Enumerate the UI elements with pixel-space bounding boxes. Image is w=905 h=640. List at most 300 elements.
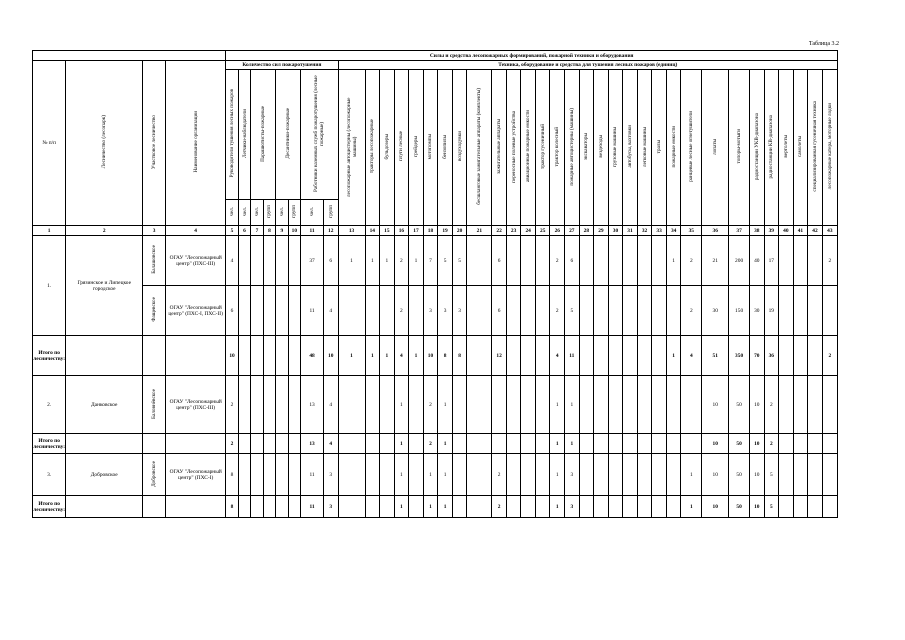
value-cell — [793, 496, 808, 518]
head-force-2-text: Летчики-наблюдатели — [241, 109, 248, 158]
col-number: 4 — [166, 226, 226, 236]
head-equip-14 — [365, 70, 380, 226]
head-equip-16-text: плуги лесные — [398, 131, 405, 162]
value-cell: 1 — [380, 236, 395, 286]
value-cell: 50 — [729, 434, 750, 454]
value-cell: 3 — [452, 286, 467, 336]
head-equip-19-text: бензопилы — [442, 134, 449, 159]
head-equip-39-text: радиостанции КВ-диапазона — [768, 114, 775, 179]
value-cell — [637, 434, 652, 454]
value-cell — [652, 376, 667, 434]
col-number: 24 — [521, 226, 536, 236]
value-cell — [467, 286, 492, 336]
value-cell: 2 — [764, 376, 779, 434]
subtotal-row — [33, 434, 838, 454]
value-cell — [521, 496, 536, 518]
head-main-2 — [66, 61, 143, 226]
value-cell: 3 — [423, 286, 438, 336]
value-cell — [263, 496, 275, 518]
value-cell: 7 — [423, 236, 438, 286]
head-equip-41-text: самолеты — [797, 135, 804, 158]
district-forestry-text: Балашовское — [151, 245, 158, 274]
value-cell — [779, 496, 794, 518]
value-cell: 13 — [301, 434, 324, 454]
head-equip-42-text: специализированная гусеничная техника — [811, 101, 818, 192]
value-cell — [666, 434, 681, 454]
value-cell — [263, 454, 275, 496]
value-cell — [535, 336, 550, 376]
col-number: 6 — [238, 226, 250, 236]
head-equip-24 — [521, 70, 536, 226]
value-cell — [808, 434, 823, 454]
value-cell — [467, 496, 492, 518]
col-number: 10 — [288, 226, 300, 236]
value-cell — [365, 496, 380, 518]
value-cell — [238, 454, 250, 496]
col-number: 42 — [808, 226, 823, 236]
value-cell: 1 — [666, 236, 681, 286]
value-cell — [492, 434, 507, 454]
value-cell — [288, 454, 300, 496]
value-cell — [521, 236, 536, 286]
empty-cell — [66, 336, 143, 376]
value-cell: 8 — [452, 336, 467, 376]
value-cell: 1 — [550, 454, 565, 496]
value-cell — [365, 434, 380, 454]
value-cell: 1 — [394, 434, 409, 454]
col-number: 28 — [579, 226, 594, 236]
value-cell — [608, 496, 623, 518]
value-cell — [276, 496, 288, 518]
value-cell — [365, 454, 380, 496]
value-cell — [338, 286, 365, 336]
value-cell — [579, 336, 594, 376]
value-cell: 2 — [492, 496, 507, 518]
value-cell: 3 — [438, 286, 453, 336]
head-equip-29-text: вездеходы — [597, 135, 604, 158]
head-force-4-text: Десантники-пожарные — [285, 108, 292, 159]
value-cell: 1 — [438, 496, 453, 518]
value-cell — [793, 286, 808, 336]
head-equip-25-text: трактор гусеничный — [539, 124, 546, 169]
value-cell: 2 — [423, 376, 438, 434]
head-equip-13-text: лесопожарные автоцистерны (лесопожарные машины) — [345, 96, 358, 197]
value-cell — [808, 454, 823, 496]
head-equip-33 — [652, 70, 667, 226]
value-cell — [681, 434, 702, 454]
value-cell: 11 — [301, 286, 324, 336]
unit-label — [251, 200, 263, 226]
head-equip-38 — [749, 70, 764, 226]
empty-cell — [66, 496, 143, 518]
col-number: 35 — [681, 226, 702, 236]
value-cell — [579, 454, 594, 496]
value-cell — [623, 434, 638, 454]
table-row — [33, 376, 838, 434]
value-cell — [492, 376, 507, 434]
value-cell: 1 — [365, 336, 380, 376]
value-cell: 1 — [550, 376, 565, 434]
value-cell — [608, 376, 623, 434]
head-force-4 — [276, 70, 301, 200]
value-cell: 11 — [301, 454, 324, 496]
value-cell — [288, 236, 300, 286]
value-cell — [594, 496, 609, 518]
value-cell — [623, 496, 638, 518]
value-cell — [452, 434, 467, 454]
value-cell — [637, 454, 652, 496]
head-equip-23 — [506, 70, 521, 226]
corner-cell — [33, 51, 226, 61]
value-cell — [666, 286, 681, 336]
group-forces: Количество сил пожаротушения — [226, 61, 338, 70]
table-row — [33, 454, 838, 496]
value-cell — [452, 376, 467, 434]
value-cell — [251, 336, 263, 376]
value-cell — [467, 336, 492, 376]
value-cell: 10 — [749, 434, 764, 454]
value-cell — [238, 236, 250, 286]
value-cell: 2 — [822, 336, 837, 376]
value-cell — [652, 454, 667, 496]
value-cell: 1 — [438, 376, 453, 434]
value-cell: 4 — [394, 336, 409, 376]
unit-label — [301, 200, 324, 226]
head-equip-40 — [779, 70, 794, 226]
value-cell — [779, 454, 794, 496]
head-equip-41 — [793, 70, 808, 226]
head-equip-32-text: легковые машины — [641, 126, 648, 167]
col-number: 34 — [666, 226, 681, 236]
value-cell — [594, 434, 609, 454]
value-cell: 2 — [550, 236, 565, 286]
value-cell: 5 — [764, 496, 779, 518]
unit-label — [226, 200, 238, 226]
head-equip-22 — [492, 70, 507, 226]
unit-label — [276, 200, 288, 226]
value-cell: 1 — [409, 336, 424, 376]
forestry-name: Данковское — [66, 376, 143, 434]
head-equip-31-text: автобусы, вахтовки — [626, 125, 633, 168]
value-cell — [608, 336, 623, 376]
value-cell — [608, 454, 623, 496]
head-force-1-text: Руководители тушения лесных пожаров — [229, 89, 236, 178]
head-equip-22-text: зажигательные аппараты — [496, 119, 503, 174]
value-cell: 10 — [702, 454, 729, 496]
district-forestry — [143, 236, 166, 286]
value-cell: 10 — [702, 496, 729, 518]
organization-name: ОГАУ "Лесопожарный центр" (ПХС-I) — [166, 454, 226, 496]
value-cell — [380, 376, 395, 434]
unit-label-text: чел. — [241, 207, 248, 216]
value-cell: 4 — [323, 434, 338, 454]
head-equip-15-text: бульдозеры — [383, 133, 390, 160]
value-cell — [652, 236, 667, 286]
value-cell — [535, 376, 550, 434]
value-cell — [263, 434, 275, 454]
value-cell — [579, 496, 594, 518]
value-cell — [467, 376, 492, 434]
value-cell — [808, 336, 823, 376]
value-cell — [338, 434, 365, 454]
value-cell — [594, 286, 609, 336]
value-cell: 1 — [681, 496, 702, 518]
head-equip-25 — [535, 70, 550, 226]
value-cell — [238, 434, 250, 454]
head-equip-18 — [423, 70, 438, 226]
head-main-2-text: Лесничество (лесопарк) — [101, 115, 108, 169]
value-cell: 150 — [729, 286, 750, 336]
value-cell — [623, 286, 638, 336]
col-number: 12 — [323, 226, 338, 236]
col-number: 9 — [276, 226, 288, 236]
head-equip-28-text: экскаваторы — [583, 132, 590, 161]
value-cell: 11 — [301, 496, 324, 518]
value-cell — [793, 236, 808, 286]
value-cell — [338, 376, 365, 434]
value-cell — [779, 286, 794, 336]
col-number: 15 — [380, 226, 395, 236]
head-force-2 — [238, 70, 250, 200]
value-cell — [452, 496, 467, 518]
head-equip-15 — [380, 70, 395, 226]
value-cell: 1 — [565, 434, 580, 454]
value-cell — [506, 434, 521, 454]
col-number: 23 — [506, 226, 521, 236]
value-cell: 1 — [394, 376, 409, 434]
col-number: 11 — [301, 226, 324, 236]
value-cell — [409, 286, 424, 336]
value-cell: 5 — [764, 454, 779, 496]
value-cell — [579, 286, 594, 336]
value-cell — [467, 434, 492, 454]
empty-cell — [143, 336, 166, 376]
value-cell: 3 — [565, 454, 580, 496]
head-equip-24-text: авиационные пожарные емкости — [525, 110, 532, 183]
value-cell — [535, 236, 550, 286]
row-number: 1. — [33, 236, 66, 336]
value-cell — [288, 336, 300, 376]
value-cell — [276, 434, 288, 454]
value-cell — [467, 454, 492, 496]
value-cell — [409, 376, 424, 434]
value-cell — [623, 336, 638, 376]
value-cell — [521, 336, 536, 376]
value-cell: 5 — [452, 236, 467, 286]
value-cell — [521, 376, 536, 434]
subtotal-row — [33, 496, 838, 518]
value-cell — [263, 236, 275, 286]
value-cell — [409, 454, 424, 496]
value-cell — [681, 376, 702, 434]
value-cell — [623, 376, 638, 434]
value-cell: 10 — [702, 434, 729, 454]
value-cell — [594, 336, 609, 376]
value-cell — [779, 376, 794, 434]
head-equip-34 — [666, 70, 681, 226]
value-cell: 1 — [338, 336, 365, 376]
value-cell: 1 — [438, 434, 453, 454]
value-cell: 50 — [729, 496, 750, 518]
empty-cell — [166, 336, 226, 376]
col-number: 38 — [749, 226, 764, 236]
empty-cell — [166, 496, 226, 518]
value-cell: 8 — [226, 496, 238, 518]
value-cell: 1 — [394, 454, 409, 496]
col-number: 33 — [652, 226, 667, 236]
unit-label-text: чел. — [309, 207, 316, 216]
forestry-name: Добровское — [66, 454, 143, 496]
value-cell — [506, 496, 521, 518]
value-cell — [808, 286, 823, 336]
head-equip-30 — [608, 70, 623, 226]
row-number: 3. — [33, 454, 66, 496]
head-equip-17 — [409, 70, 424, 226]
value-cell: 3 — [323, 496, 338, 518]
col-number: 43 — [822, 226, 837, 236]
value-cell: 10 — [226, 336, 238, 376]
forces-equipment-table — [32, 50, 838, 518]
organization-name: ОГАУ "Лесопожарный центр" (ПХС-I, ПХС-II) — [166, 286, 226, 336]
value-cell: 1 — [438, 454, 453, 496]
col-number: 16 — [394, 226, 409, 236]
head-force-3-text: Парашютисты-пожарные — [260, 105, 267, 162]
value-cell — [637, 336, 652, 376]
head-force-1 — [226, 70, 238, 200]
value-cell — [608, 236, 623, 286]
value-cell: 19 — [764, 286, 779, 336]
head-equip-35 — [681, 70, 702, 226]
value-cell — [338, 496, 365, 518]
col-number: 41 — [793, 226, 808, 236]
value-cell: 2 — [681, 236, 702, 286]
value-cell — [623, 454, 638, 496]
value-cell: 1 — [550, 434, 565, 454]
empty-cell — [143, 434, 166, 454]
value-cell — [822, 286, 837, 336]
head-equip-26-text: трактор колесный — [554, 126, 561, 167]
value-cell — [380, 454, 395, 496]
group-equipment: Техника, оборудование и средства для тушения лесных пожаров (единиц) — [338, 61, 837, 70]
value-cell — [666, 454, 681, 496]
table-caption: Таблица 3.2 — [808, 41, 839, 47]
head-main-1 — [33, 61, 66, 226]
value-cell — [637, 236, 652, 286]
empty-cell — [166, 434, 226, 454]
value-cell — [238, 336, 250, 376]
value-cell: 1 — [423, 454, 438, 496]
value-cell — [535, 454, 550, 496]
head-equip-39 — [764, 70, 779, 226]
value-cell — [637, 496, 652, 518]
value-cell: 4 — [550, 336, 565, 376]
value-cell — [793, 376, 808, 434]
unit-label-text: чел. — [229, 207, 236, 216]
value-cell: 30 — [749, 286, 764, 336]
district-forestry — [143, 454, 166, 496]
head-equip-38-text: радиостанции УКВ-диапазона — [753, 112, 760, 181]
value-cell — [637, 286, 652, 336]
head-equip-26 — [550, 70, 565, 226]
value-cell — [652, 286, 667, 336]
value-cell — [779, 336, 794, 376]
value-cell: 4 — [226, 236, 238, 286]
value-cell: 50 — [729, 376, 750, 434]
value-cell — [276, 376, 288, 434]
col-number: 27 — [565, 226, 580, 236]
value-cell: 1 — [550, 496, 565, 518]
unit-label — [323, 200, 338, 226]
value-cell — [365, 376, 380, 434]
row-number: 2. — [33, 376, 66, 434]
col-number: 8 — [263, 226, 275, 236]
value-cell — [276, 454, 288, 496]
head-equip-36 — [702, 70, 729, 226]
value-cell — [467, 236, 492, 286]
col-number: 29 — [594, 226, 609, 236]
unit-label-text: групп — [291, 205, 298, 218]
head-equip-36-text: лопаты — [712, 138, 719, 155]
table-row — [33, 236, 838, 286]
head-equip-37 — [729, 70, 750, 226]
head-force-5-text: Работники наземных служб пожаротушения (лесные пожарные) — [313, 75, 326, 192]
head-equip-21 — [467, 70, 492, 226]
value-cell — [288, 286, 300, 336]
table-title: Силы и средства лесопожарных формирований, пожарной техники и оборудования — [226, 51, 838, 61]
district-forestry-text: Добровское — [151, 460, 158, 487]
value-cell — [779, 236, 794, 286]
value-cell — [579, 236, 594, 286]
col-number: 17 — [409, 226, 424, 236]
head-equip-19 — [438, 70, 453, 226]
col-number: 22 — [492, 226, 507, 236]
value-cell: 17 — [764, 236, 779, 286]
organization-name: ОГАУ "Лесопожарный центр" (ПХС-III) — [166, 376, 226, 434]
value-cell: 70 — [749, 336, 764, 376]
head-equip-43 — [822, 70, 837, 226]
value-cell — [822, 454, 837, 496]
value-cell: 2 — [764, 434, 779, 454]
head-equip-16 — [394, 70, 409, 226]
head-equip-37-text: топоры-мотыги — [736, 129, 743, 164]
value-cell — [535, 286, 550, 336]
value-cell: 4 — [323, 286, 338, 336]
head-equip-21-text: бесшланговые зажигательные аппараты (комплекты) — [476, 88, 483, 205]
value-cell: 12 — [492, 336, 507, 376]
value-cell: 2 — [394, 236, 409, 286]
value-cell: 48 — [301, 336, 324, 376]
district-forestry-text: Фащевское — [151, 297, 158, 322]
value-cell: 1 — [394, 496, 409, 518]
unit-label — [263, 200, 275, 226]
district-forestry-text: Баловнёвское — [151, 388, 158, 419]
value-cell — [808, 496, 823, 518]
value-cell: 21 — [702, 236, 729, 286]
unit-label-text: чел. — [278, 207, 285, 216]
value-cell — [822, 496, 837, 518]
col-number: 32 — [637, 226, 652, 236]
value-cell — [579, 376, 594, 434]
value-cell — [380, 286, 395, 336]
col-number: 3 — [143, 226, 166, 236]
head-equip-40-text: вертолеты — [782, 135, 789, 158]
value-cell: 6 — [492, 286, 507, 336]
value-cell: 1 — [380, 336, 395, 376]
value-cell — [409, 496, 424, 518]
value-cell — [409, 434, 424, 454]
col-number: 26 — [550, 226, 565, 236]
col-number: 14 — [365, 226, 380, 236]
